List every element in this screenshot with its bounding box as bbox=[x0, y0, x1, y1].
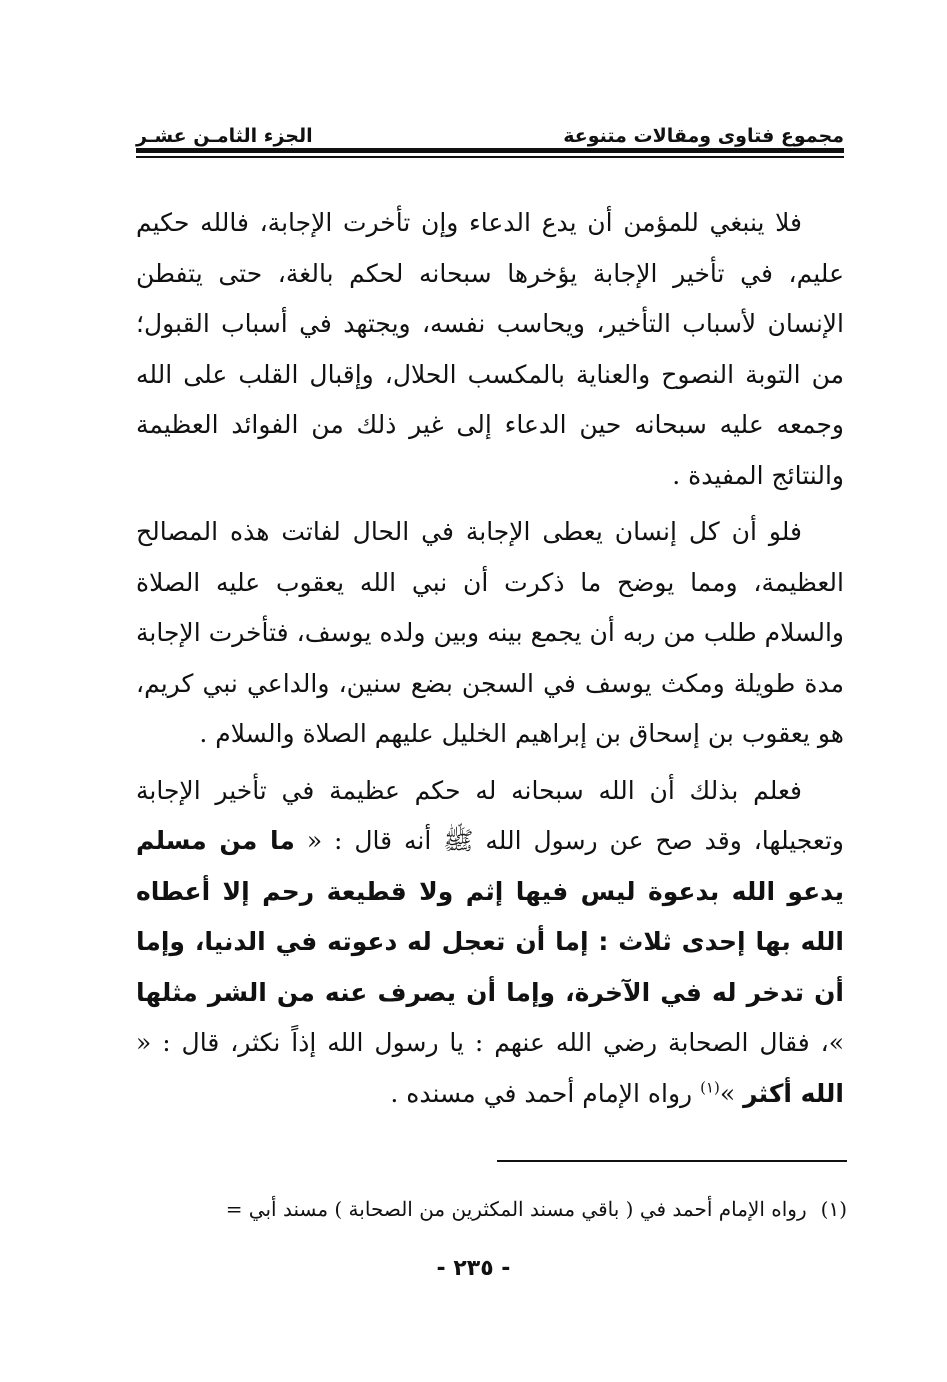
book-title: مجموع فتاوى ومقالات متنوعة bbox=[563, 125, 844, 147]
footnote-separator bbox=[497, 1160, 847, 1162]
page-number: - ٢٣٥ - bbox=[436, 1256, 511, 1281]
paragraph-1: فلا ينبغي للمؤمن أن يدع الدعاء وإن تأخرت الإجابة، فالله حكيم عليم، في تأخير الإجابة يؤخرها سبحانه لحكم بالغة، حتى يتفطن الإنسان لأسباب التأخير، ويحاسب نفسه، ويجتهد في أسباب القبول؛ من التوبة النصوح والعناية بالمكسب الحلال، وإقبال القلب على الله وجمعه عليه سبحانه حين الدعاء إلى غير ذلك من الفوائد العظيمة والنتائج المفيدة . bbox=[136, 208, 844, 490]
paragraph-3-end: رواه الإمام أحمد في مسنده . bbox=[390, 1078, 701, 1108]
footnote bbox=[110, 1194, 847, 1224]
hadith-reply: الله أكثر bbox=[743, 1078, 844, 1108]
footnote-reference[interactable]: (١) bbox=[700, 1078, 720, 1097]
hadith-text: ما من مسلم يدعو الله بدعوة ليس فيها إثم ولا قطيعة رحم إلا أعطاه الله بها إحدى ثلاث : إما أن تعجل له دعوته في الدنيا، وإما أن تدخر له في الآخرة، وإما أن يصرف عنه من الشر مثلها bbox=[136, 826, 844, 1007]
footnote-number: (١) bbox=[820, 1197, 847, 1221]
paragraph-2: فلو أن كل إنسان يعطى الإجابة في الحال لفاتت هذه المصالح العظيمة، ومما يوضح ما ذكرت أن نبي الله يعقوب عليه الصلاة والسلام طلب من ربه أن يجمع بينه وبين ولده يوسف، فتأخرت الإجابة مدة طويلة ومكث يوسف في السجن بضع سنين، والداعي نبي كريم، هو يعقوب بن إسحاق بن إبراهيم الخليل عليهم الصلاة والسلام . bbox=[136, 517, 844, 748]
paragraph-3-intro: فعلم بذلك أن الله سبحانه له حكم عظيمة في تأخير الإجابة وتعجيلها، وقد صح عن رسول الله ﷺ أنه قال : « bbox=[136, 775, 844, 855]
paragraph-3 bbox=[136, 766, 844, 1120]
quote-close: » bbox=[719, 1078, 744, 1108]
running-header bbox=[136, 112, 844, 146]
header-rule-thin bbox=[136, 156, 844, 158]
paragraph-3-middle: »، فقال الصحابة رضي الله عنهم : يا رسول الله إذاً نكثر، قال : « bbox=[136, 1028, 844, 1057]
footnote-text: رواه الإمام أحمد في ( باقي مسند المكثرين من الصحابة ) مسند أبي = bbox=[225, 1197, 807, 1221]
header-rule-thick bbox=[136, 148, 844, 153]
volume-label: الجزء الثامـن عشـر bbox=[136, 125, 313, 147]
main-text bbox=[136, 198, 844, 1119]
